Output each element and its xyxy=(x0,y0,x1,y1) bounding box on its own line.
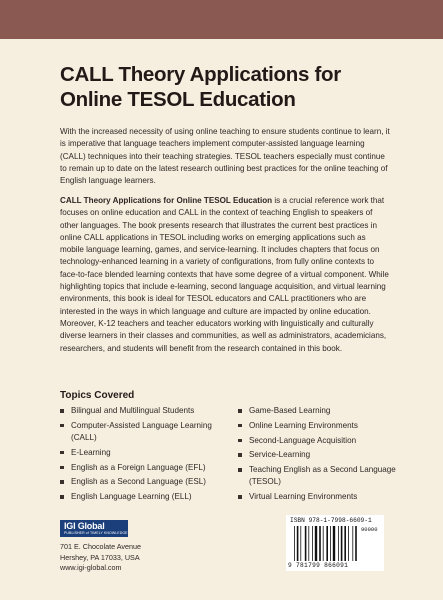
topic-item: Online Learning Environments xyxy=(236,420,406,432)
isbn-barcode xyxy=(286,515,384,571)
barcode-ean-digits: 9 781799 866091 xyxy=(288,562,349,569)
topics-list-left xyxy=(58,405,228,506)
address-line-2: Hershey, PA 17033, USA xyxy=(60,552,140,562)
publisher-logo-tagline: PUBLISHER of TIMELY KNOWLEDGE xyxy=(64,531,128,535)
description-bold-title: CALL Theory Applications for Online TESOL Education xyxy=(60,196,273,205)
intro-paragraph: With the increased necessity of using online teaching to ensure students continue to learn, it is imperative that language teachers implement computer-assisted language learning (CALL) techniques into their teaching strategies. TESOL teachers especially must continue to remain up to date on the latest research outlining best practices for the online teaching of English language learners. xyxy=(60,127,390,186)
address-line-1: 701 E. Chocolate Avenue xyxy=(60,542,141,551)
topic-item: Virtual Learning Environments xyxy=(236,491,406,503)
topic-item: Game-Based Learning xyxy=(236,405,406,417)
book-title-line-1: CALL Theory Applications for xyxy=(60,63,341,86)
topic-item: Second-Language Acquisition xyxy=(236,435,406,447)
topic-item: E-Learning xyxy=(58,447,228,459)
publisher-logo-name: IGI Global xyxy=(64,521,105,531)
topic-item: Teaching English as a Second Language (TESOL) xyxy=(236,464,406,489)
book-title-line-2: Online TESOL Education xyxy=(60,88,296,111)
publisher-website: www.igi-global.com xyxy=(60,563,122,572)
topic-item: Bilingual and Multilingual Students xyxy=(58,405,228,417)
topic-item: Computer-Assisted Language Learning (CALL) xyxy=(58,420,228,445)
book-title xyxy=(60,62,400,112)
topic-item: English as a Foreign Language (EFL) xyxy=(58,462,228,474)
description-text: is a crucial reference work that focuses on online education and CALL in the context of teaching English to speakers of other languages. The book presents research that illustrates the current best practices in online CALL applications in TESOL including works on emerging applications such as mobile language learning, games, and service-learning. It includes chapters that focus on technology-enhanced learning in a variety of configurations, from fully online contexts to face-to-face blended learning contexts that have some degree of a virtual component. While highlighting topics that include e-learning, second language acquisition, and virtual learning environments, this book is ideal for TESOL educators and CALL practitioners who are interested in the ways in which language and culture are impacted by online education. Moreover, K-12 teachers and teacher educators working with linguistically and culturally diverse learners in their classes and communities, as well as administrators, academicians, researchers, and students will benefit from the research contained in this book. xyxy=(60,196,389,353)
publisher-logo xyxy=(60,520,128,537)
topics-heading: Topics Covered xyxy=(60,390,135,401)
topic-item: English as a Second Language (ESL) xyxy=(58,476,228,488)
topic-item: Service-Learning xyxy=(236,449,406,461)
description-paragraph xyxy=(60,195,390,355)
topics-list-right xyxy=(236,405,406,506)
cover-top-band xyxy=(0,0,443,39)
barcode-price-code: 90000 xyxy=(361,526,378,533)
publisher-address xyxy=(60,542,141,574)
isbn-label: ISBN 978-1-7998-6609-1 xyxy=(290,517,372,524)
topic-item: English Language Learning (ELL) xyxy=(58,491,228,503)
